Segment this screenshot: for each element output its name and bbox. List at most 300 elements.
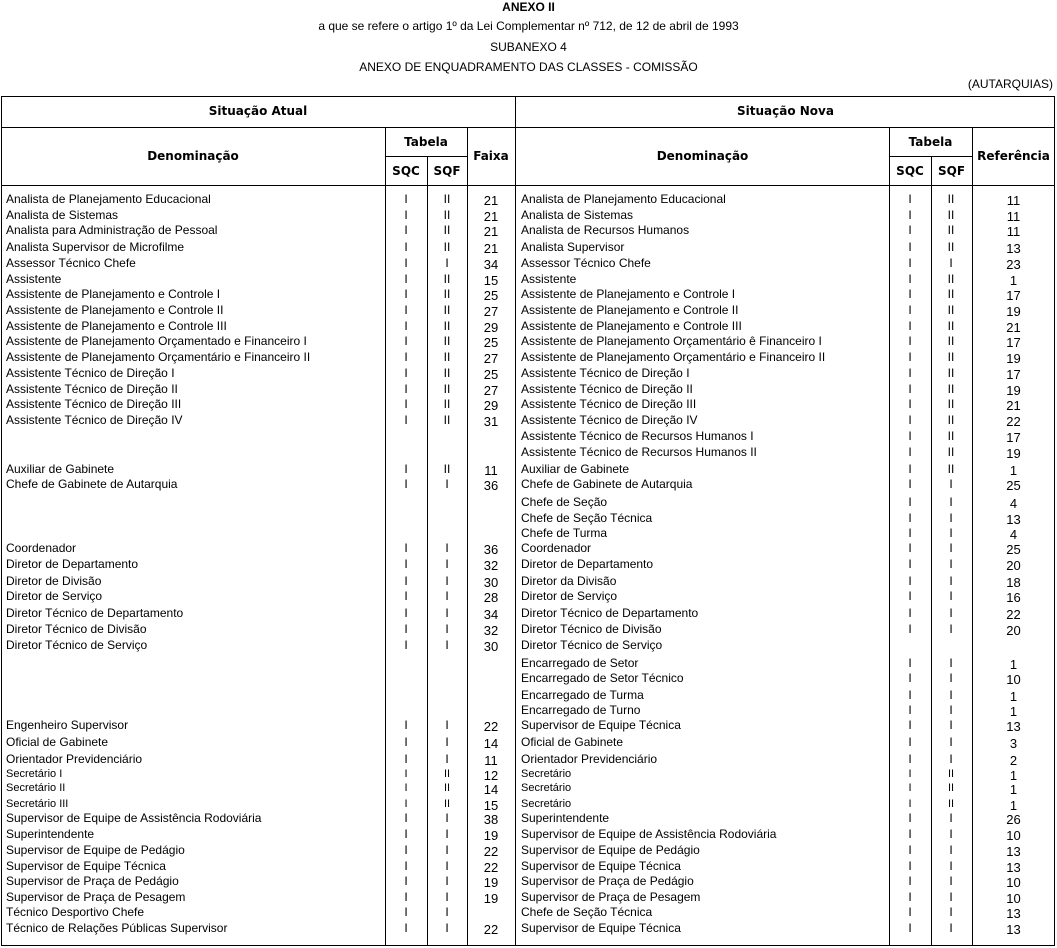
sqf-cell: I xyxy=(445,622,449,636)
sqc-cell: I xyxy=(404,256,408,270)
denominacao-cell: Supervisor de Equipe de Assistência Rodoviária xyxy=(521,827,777,841)
sqf-cell: I xyxy=(445,811,449,825)
referencia-cell: 19 xyxy=(1006,383,1021,398)
denominacao-cell: Analista Supervisor de Microfilme xyxy=(6,240,185,254)
denominacao-cell: Oficial de Gabinete xyxy=(6,735,109,749)
faixa-cell: 11 xyxy=(484,463,498,478)
referencia-cell: 19 xyxy=(1006,304,1021,319)
sqc-cell: I xyxy=(404,735,408,749)
denominacao-cell: Assistente de Planejamento Orçamentário ê Financeiro I xyxy=(521,334,822,348)
denominacao-cell: Diretor de Divisão xyxy=(6,574,102,588)
denominacao-cell: Diretor de Serviço xyxy=(521,589,618,603)
sqf-cell: I xyxy=(445,541,449,555)
faixa-cell: 27 xyxy=(483,304,499,319)
denominacao-cell: Analista de Recursos Humanos xyxy=(521,223,690,237)
faixa-cell: 21 xyxy=(483,193,499,208)
sqc-cell: I xyxy=(908,557,912,571)
denominacao-cell: Engenheiro Supervisor xyxy=(6,718,129,732)
referencia-cell: 17 xyxy=(1006,288,1021,303)
denominacao-cell: Chefe de Gabinete de Autarquia xyxy=(6,477,178,491)
denominacao-cell: Secretário I xyxy=(6,768,63,780)
denominacao-cell: Supervisor de Equipe de Pedágio xyxy=(6,843,185,857)
sqc-cell: I xyxy=(908,782,912,794)
sqc-cell: I xyxy=(404,413,408,427)
sqc-cell: I xyxy=(908,606,912,620)
referencia-cell: 10 xyxy=(1006,875,1021,890)
sqf-cell: I xyxy=(949,574,953,588)
denominacao-cell: Supervisor de Equipe Técnica xyxy=(6,859,166,873)
sqf-cell: I xyxy=(445,606,449,620)
denominacao-cell: Analista de Planejamento Educacional xyxy=(6,192,211,206)
sqc-cell: I xyxy=(404,240,408,254)
sqf-cell: I xyxy=(949,526,953,540)
faixa-cell: 29 xyxy=(483,320,499,335)
sqf-cell: I xyxy=(445,256,449,270)
faixa-cell: 22 xyxy=(483,922,499,937)
denominacao-cell: Diretor Técnico de Departamento xyxy=(521,606,699,620)
denominacao-cell: Supervisor de Equipe Técnica xyxy=(521,921,681,935)
sqf-cell: II xyxy=(443,413,451,427)
faixa-cell: 25 xyxy=(483,335,499,350)
sqc-cell: I xyxy=(908,859,912,873)
faixa-cell: 15 xyxy=(483,798,499,813)
sqc-cell: I xyxy=(404,638,408,652)
scope-label: (AUTARQUIAS) xyxy=(967,77,1053,91)
sqf-cell: II xyxy=(947,319,955,333)
sqc-cell: I xyxy=(908,366,912,380)
sqc-cell: I xyxy=(908,703,912,717)
sqf-cell: I xyxy=(445,574,449,588)
sqf-cell: I xyxy=(949,921,953,935)
referencia-cell: 11 xyxy=(1006,193,1021,208)
denominacao-cell: Supervisor de Equipe de Assistência Rodoviária xyxy=(6,811,262,825)
denominacao-cell: Oficial de Gabinete xyxy=(521,735,624,749)
sqf-cell: II xyxy=(947,429,955,443)
annex-title: ANEXO II xyxy=(502,0,555,14)
referencia-cell: 1 xyxy=(1009,768,1018,783)
denominacao-cell: Orientador Previdenciário xyxy=(6,752,143,766)
sqc-cell: I xyxy=(908,688,912,702)
denominacao-cell: Supervisor de Praça de Pedágio xyxy=(6,874,179,888)
referencia-cell: 13 xyxy=(1006,906,1021,921)
faixa-cell: 15 xyxy=(483,273,499,288)
sqf-cell: II xyxy=(947,798,955,810)
sqf-cell: II xyxy=(947,462,955,476)
sqf-cell: I xyxy=(445,752,449,766)
header-tabela-atual: Tabela xyxy=(404,135,448,149)
sqf-cell: I xyxy=(445,735,449,749)
sqf-cell: II xyxy=(947,413,955,427)
sqf-cell: I xyxy=(949,541,953,555)
sqf-cell: I xyxy=(949,859,953,873)
denominacao-cell: Assistente Técnico de Direção III xyxy=(521,397,697,411)
referencia-cell: 17 xyxy=(1006,367,1021,382)
header-sqc-nova: SQC xyxy=(896,164,924,178)
referencia-cell: 21 xyxy=(1006,398,1021,413)
sqc-cell: I xyxy=(908,827,912,841)
denominacao-cell: Diretor Técnico de Serviço xyxy=(6,638,148,652)
referencia-cell: 19 xyxy=(1006,446,1021,461)
faixa-cell: 27 xyxy=(483,351,499,366)
faixa-cell: 22 xyxy=(483,719,499,734)
sqc-cell: I xyxy=(908,589,912,603)
denominacao-cell: Analista de Sistemas xyxy=(6,208,119,222)
sqf-cell: II xyxy=(947,287,955,301)
sqf-cell: II xyxy=(947,350,955,364)
referencia-cell: 13 xyxy=(1006,860,1021,875)
sqc-cell: I xyxy=(404,397,408,411)
sqf-cell: II xyxy=(443,192,451,206)
sqc-cell: I xyxy=(404,574,408,588)
referencia-cell: 19 xyxy=(1006,351,1021,366)
sqf-cell: II xyxy=(947,782,955,794)
faixa-cell: 36 xyxy=(483,542,499,557)
denominacao-cell: Assistente de Planejamento Orçamentado e Financeiro I xyxy=(6,334,307,348)
sqf-cell: II xyxy=(947,445,955,459)
denominacao-cell: Assistente Técnico de Direção II xyxy=(6,382,178,396)
denominacao-cell: Assistente de Planejamento e Controle III xyxy=(6,319,227,333)
denominacao-cell: Auxiliar de Gabinete xyxy=(6,462,115,476)
sqc-cell: I xyxy=(404,208,408,222)
denominacao-cell: Coordenador xyxy=(6,541,77,555)
referencia-cell: 1 xyxy=(1009,463,1018,478)
faixa-cell: 22 xyxy=(483,860,499,875)
sqf-cell: I xyxy=(949,688,953,702)
denominacao-cell: Supervisor de Praça de Pesagem xyxy=(521,890,701,904)
denominacao-cell: Chefe de Seção xyxy=(521,495,608,509)
denominacao-cell: Secretário xyxy=(521,768,572,780)
denominacao-cell: Supervisor de Praça de Pedágio xyxy=(521,874,694,888)
sqc-cell: I xyxy=(908,319,912,333)
sqc-cell: I xyxy=(908,334,912,348)
referencia-cell: 13 xyxy=(1006,241,1021,256)
sqc-cell: I xyxy=(908,874,912,888)
denominacao-cell: Secretário III xyxy=(6,798,69,810)
header-sqf-nova: SQF xyxy=(937,164,966,178)
sqc-cell: I xyxy=(404,798,408,810)
referencia-cell: 17 xyxy=(1006,335,1021,350)
sqf-cell: I xyxy=(445,874,449,888)
faixa-cell: 32 xyxy=(483,623,499,638)
referencia-cell: 1 xyxy=(1009,273,1018,288)
denominacao-cell: Assistente de Planejamento e Controle I xyxy=(6,287,221,301)
header-situacao-nova: Situação Nova xyxy=(737,104,834,118)
denominacao-cell: Encarregado de Setor Técnico xyxy=(521,671,684,685)
denominacao-cell: Assistente de Planejamento e Controle II xyxy=(6,303,224,317)
denominacao-cell: Assistente de Planejamento Orçamentário e Financeiro II xyxy=(6,350,311,364)
sqc-cell: I xyxy=(404,462,408,476)
rule xyxy=(1,127,1055,128)
referencia-cell: 20 xyxy=(1006,623,1021,638)
sqf-cell: II xyxy=(947,208,955,222)
faixa-cell: 34 xyxy=(483,607,499,622)
subannex-label: SUBANEXO 4 xyxy=(490,40,567,54)
denominacao-cell: Chefe de Gabinete de Autarquia xyxy=(521,477,693,491)
sqf-cell: II xyxy=(443,223,451,237)
sqc-cell: I xyxy=(404,827,408,841)
sqc-cell: I xyxy=(908,718,912,732)
denominacao-cell: Assistente de Planejamento e Controle I xyxy=(521,287,736,301)
referencia-cell: 4 xyxy=(1009,527,1018,542)
sqc-cell: I xyxy=(908,890,912,904)
referencia-cell: 1 xyxy=(1009,782,1018,797)
sqc-cell: I xyxy=(908,462,912,476)
faixa-cell: 31 xyxy=(483,414,499,429)
referencia-cell: 23 xyxy=(1006,257,1021,272)
sqf-cell: I xyxy=(949,256,953,270)
referencia-cell: 20 xyxy=(1006,558,1021,573)
faixa-cell: 25 xyxy=(483,288,499,303)
faixa-cell: 27 xyxy=(483,383,499,398)
faixa-cell: 19 xyxy=(483,891,499,906)
sqf-cell: II xyxy=(443,319,451,333)
sqc-cell: I xyxy=(908,350,912,364)
denominacao-cell: Coordenador xyxy=(521,541,592,555)
sqf-cell: I xyxy=(445,890,449,904)
sqf-cell: II xyxy=(443,798,451,810)
sqf-cell: I xyxy=(949,589,953,603)
sqc-cell: I xyxy=(908,413,912,427)
denominacao-cell: Supervisor de Equipe Técnica xyxy=(521,718,681,732)
denominacao-cell: Chefe de Turma xyxy=(521,526,608,540)
referencia-cell: 13 xyxy=(1006,719,1021,734)
sqc-cell: I xyxy=(404,366,408,380)
sqc-cell: I xyxy=(404,718,408,732)
sqf-cell: I xyxy=(949,718,953,732)
denominacao-cell: Assistente Técnico de Direção I xyxy=(521,366,690,380)
sqc-cell: I xyxy=(404,890,408,904)
header-denominacao-atual: Denominação xyxy=(147,149,239,163)
referencia-cell: 22 xyxy=(1006,414,1021,429)
sqf-cell: II xyxy=(443,272,451,286)
sqc-cell: I xyxy=(404,350,408,364)
sqf-cell: I xyxy=(949,671,953,685)
sqc-cell: I xyxy=(404,192,408,206)
sqf-cell: II xyxy=(443,208,451,222)
denominacao-cell: Técnico Desportivo Chefe xyxy=(6,905,145,919)
sqf-cell: II xyxy=(947,303,955,317)
faixa-cell: 30 xyxy=(483,639,499,654)
denominacao-cell: Diretor de Serviço xyxy=(6,589,103,603)
sqf-cell: I xyxy=(949,606,953,620)
sqc-cell: I xyxy=(908,752,912,766)
sqc-cell: I xyxy=(908,511,912,525)
sqf-cell: I xyxy=(949,477,953,491)
faixa-cell: 21 xyxy=(483,209,499,224)
denominacao-cell: Assistente de Planejamento Orçamentário e Financeiro II xyxy=(521,350,826,364)
faixa-cell: 19 xyxy=(483,828,499,843)
referencia-cell: 13 xyxy=(1006,922,1021,937)
denominacao-cell: Encarregado de Turno xyxy=(521,703,641,717)
denominacao-cell: Analista para Administração de Pessoal xyxy=(6,223,218,237)
sqc-cell: I xyxy=(908,429,912,443)
referencia-cell: 10 xyxy=(1006,891,1021,906)
faixa-cell: 32 xyxy=(483,558,499,573)
sqc-cell: I xyxy=(404,843,408,857)
referencia-cell: 1 xyxy=(1009,657,1018,672)
sqf-cell: I xyxy=(949,890,953,904)
denominacao-cell: Assistente de Planejamento e Controle III xyxy=(521,319,742,333)
faixa-cell: 25 xyxy=(483,367,499,382)
denominacao-cell: Supervisor de Praça de Pesagem xyxy=(6,890,186,904)
sqc-cell: I xyxy=(404,382,408,396)
referencia-cell: 17 xyxy=(1006,430,1021,445)
rule xyxy=(1,185,1055,186)
sqf-cell: II xyxy=(443,397,451,411)
denominacao-cell: Diretor da Divisão xyxy=(521,574,617,588)
denominacao-cell: Encarregado de Turma xyxy=(521,688,644,702)
sqf-cell: I xyxy=(949,811,953,825)
annex-heading: ANEXO DE ENQUADRAMENTO DAS CLASSES - COMISSÃO xyxy=(359,60,698,74)
faixa-cell: 34 xyxy=(483,257,499,272)
referencia-cell: 13 xyxy=(1006,512,1021,527)
denominacao-cell: Analista de Planejamento Educacional xyxy=(521,192,726,206)
referencia-cell: 2 xyxy=(1009,753,1018,768)
denominacao-cell: Diretor Técnico de Departamento xyxy=(6,606,184,620)
denominacao-cell: Assistente Técnico de Direção II xyxy=(521,382,693,396)
sqf-cell: I xyxy=(949,752,953,766)
denominacao-cell: Assistente xyxy=(521,272,577,286)
sqf-cell: I xyxy=(445,589,449,603)
denominacao-cell: Assistente Técnico de Direção III xyxy=(6,397,182,411)
sqc-cell: I xyxy=(908,622,912,636)
faixa-cell: 30 xyxy=(483,575,499,590)
denominacao-cell: Assistente xyxy=(6,272,62,286)
referencia-cell: 1 xyxy=(1009,689,1018,704)
referencia-cell: 1 xyxy=(1009,704,1018,719)
faixa-cell: 11 xyxy=(484,753,498,768)
sqc-cell: I xyxy=(404,287,408,301)
sqf-cell: I xyxy=(445,905,449,919)
denominacao-cell: Assistente Técnico de Recursos Humanos II xyxy=(521,445,757,459)
referencia-cell: 16 xyxy=(1006,590,1021,605)
sqf-cell: I xyxy=(949,703,953,717)
faixa-cell: 14 xyxy=(483,782,499,797)
sqf-cell: I xyxy=(949,827,953,841)
sqc-cell: I xyxy=(908,192,912,206)
faixa-cell: 12 xyxy=(483,768,499,783)
sqf-cell: II xyxy=(443,240,451,254)
sqc-cell: I xyxy=(908,798,912,810)
referencia-cell: 11 xyxy=(1006,209,1021,224)
denominacao-cell: Secretário xyxy=(521,782,572,794)
header-tabela-nova: Tabela xyxy=(908,135,953,149)
sqf-cell: I xyxy=(445,859,449,873)
sqf-cell: II xyxy=(947,397,955,411)
referencia-cell: 3 xyxy=(1009,736,1018,751)
referencia-cell: 13 xyxy=(1006,844,1021,859)
denominacao-cell: Superintendente xyxy=(6,827,95,841)
sqf-cell: I xyxy=(445,477,449,491)
referencia-cell: 26 xyxy=(1006,812,1021,827)
sqc-cell: I xyxy=(908,768,912,780)
referencia-cell: 10 xyxy=(1006,828,1021,843)
sqf-cell: II xyxy=(443,782,451,794)
sqf-cell: I xyxy=(445,557,449,571)
sqf-cell: II xyxy=(947,192,955,206)
denominacao-cell: Superintendente xyxy=(521,811,610,825)
sqf-cell: II xyxy=(443,350,451,364)
faixa-cell: 21 xyxy=(483,241,499,256)
sqf-cell: II xyxy=(443,287,451,301)
sqc-cell: I xyxy=(404,541,408,555)
denominacao-cell: Encarregado de Setor xyxy=(521,656,639,670)
sqc-cell: I xyxy=(908,208,912,222)
referencia-cell: 22 xyxy=(1006,607,1021,622)
denominacao-cell: Assistente Técnico de Direção IV xyxy=(6,413,183,427)
sqc-cell: I xyxy=(404,622,408,636)
sqc-cell: I xyxy=(404,782,408,794)
sqc-cell: I xyxy=(908,477,912,491)
sqf-cell: II xyxy=(443,382,451,396)
sqc-cell: I xyxy=(908,397,912,411)
denominacao-cell: Supervisor de Equipe Técnica xyxy=(521,859,681,873)
denominacao-cell: Chefe de Seção Técnica xyxy=(521,511,653,525)
referencia-cell: 18 xyxy=(1006,575,1021,590)
sqf-cell: II xyxy=(443,303,451,317)
faixa-cell: 22 xyxy=(483,844,499,859)
sqc-cell: I xyxy=(908,445,912,459)
sqf-cell: I xyxy=(949,735,953,749)
rule xyxy=(515,96,516,946)
sqc-cell: I xyxy=(908,240,912,254)
sqf-cell: II xyxy=(443,462,451,476)
sqc-cell: I xyxy=(404,319,408,333)
denominacao-cell: Diretor de Departamento xyxy=(6,557,139,571)
header-faixa: Faixa xyxy=(473,149,509,163)
header-situacao-atual: Situação Atual xyxy=(208,104,308,118)
sqc-cell: I xyxy=(404,334,408,348)
sqc-cell: I xyxy=(908,272,912,286)
sqc-cell: I xyxy=(908,382,912,396)
referencia-cell: 25 xyxy=(1006,542,1021,557)
sqc-cell: I xyxy=(404,272,408,286)
denominacao-cell: Assistente de Planejamento e Controle II xyxy=(521,303,739,317)
denominacao-cell: Diretor de Departamento xyxy=(521,557,654,571)
sqc-cell: I xyxy=(908,905,912,919)
denominacao-cell: Auxiliar de Gabinete xyxy=(521,462,630,476)
sqf-cell: I xyxy=(949,511,953,525)
sqc-cell: I xyxy=(908,671,912,685)
denominacao-cell: Analista de Sistemas xyxy=(521,208,634,222)
sqc-cell: I xyxy=(404,303,408,317)
sqf-cell: II xyxy=(947,382,955,396)
sqf-cell: II xyxy=(947,272,955,286)
denominacao-cell: Assessor Técnico Chefe xyxy=(521,256,651,270)
denominacao-cell: Assistente Técnico de Direção IV xyxy=(521,413,698,427)
sqc-cell: I xyxy=(908,656,912,670)
sqf-cell: I xyxy=(949,495,953,509)
denominacao-cell: Orientador Previdenciário xyxy=(521,752,658,766)
sqf-cell: I xyxy=(949,905,953,919)
sqc-cell: I xyxy=(908,811,912,825)
faixa-cell: 21 xyxy=(483,224,499,239)
referencia-cell: 4 xyxy=(1009,496,1018,511)
faixa-cell: 38 xyxy=(483,812,499,827)
sqc-cell: I xyxy=(404,557,408,571)
denominacao-cell: Diretor Técnico de Divisão xyxy=(521,622,662,636)
denominacao-cell: Técnico de Relações Públicas Supervisor xyxy=(6,921,228,935)
sqc-cell: I xyxy=(908,735,912,749)
sqc-cell: I xyxy=(908,223,912,237)
sqc-cell: I xyxy=(908,287,912,301)
denominacao-cell: Secretário II xyxy=(6,782,66,794)
sqc-cell: I xyxy=(404,589,408,603)
sqc-cell: I xyxy=(404,477,408,491)
sqf-cell: I xyxy=(949,557,953,571)
rule xyxy=(385,156,467,157)
faixa-cell: 14 xyxy=(483,736,499,751)
